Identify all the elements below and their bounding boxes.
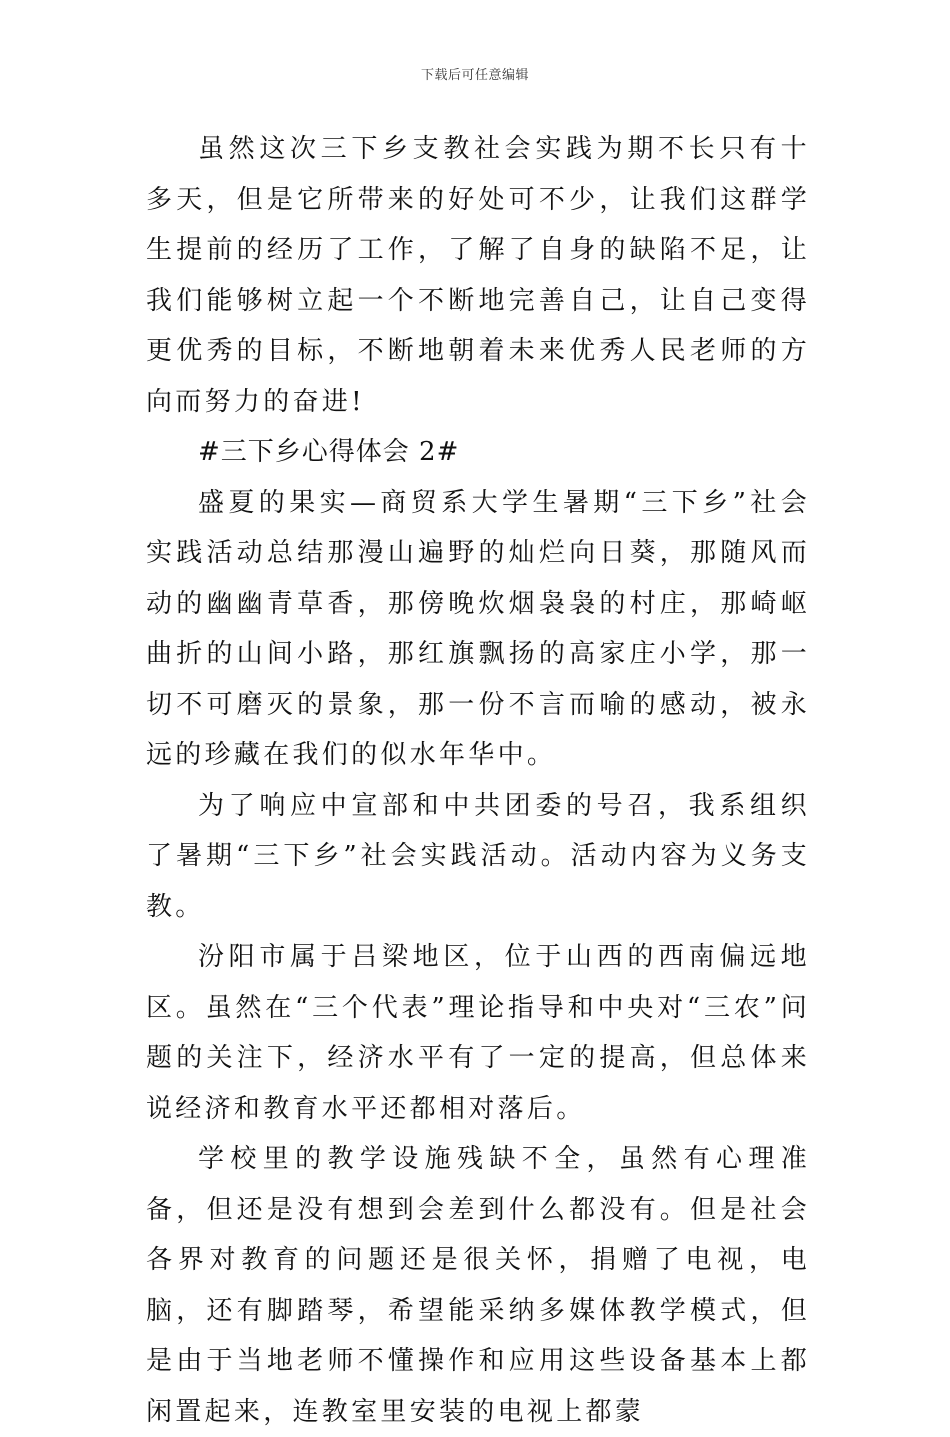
paragraph-purpose: 为了响应中宣部和中共团委的号召，我系组织了暑期“三下乡”社会实践活动。活动内容为义务支教。 [146,790,810,922]
paragraph-conclusion: 虽然这次三下乡支教社会实践为期不长只有十多天，但是它所带来的好处可不少，让我们这群学生提前的经历了工作，了解了自身的缺陷不足，让我们能够树立起一个不断地完善自己，让自己变得更优秀的目标，不断地朝着未来优秀人民老师的方向而努力的奋进! [146,134,810,417]
paragraph-location: 汾阳市属于吕梁地区，位于山西的西南偏远地区。虽然在“三个代表”理论指导和中央对“三农”问题的关注下，经济水平有了一定的提高，但总体来说经济和教育水平还都相对落后。 [146,942,810,1124]
document-body [146,124,810,1437]
page-header-note: 下载后可任意编辑 [420,68,529,83]
paragraph-facilities: 学校里的教学设施残缺不全，虽然有心理准备，但还是没有想到会差到什么都没有。但是社会各界对教育的问题还是很关怀，捐赠了电视，电脑，还有脚踏琴，希望能采纳多媒体教学模式，但是由于当地老师不懂操作和应用这些设备基本上都闲置起来，连教室里安装的电视上都蒙 [146,1144,810,1427]
section-heading: #三下乡心得体会 2# [198,437,460,467]
paragraph-intro: 盛夏的果实—商贸系大学生暑期“三下乡”社会实践活动总结那漫山遍野的灿烂向日葵，那随风而动的幽幽青草香，那傍晚炊烟袅袅的村庄，那崎岖曲折的山间小路，那红旗飘扬的高家庄小学，那一切不可磨灭的景象，那一份不言而喻的感动，被永远的珍藏在我们的似水年华中。 [146,487,810,770]
